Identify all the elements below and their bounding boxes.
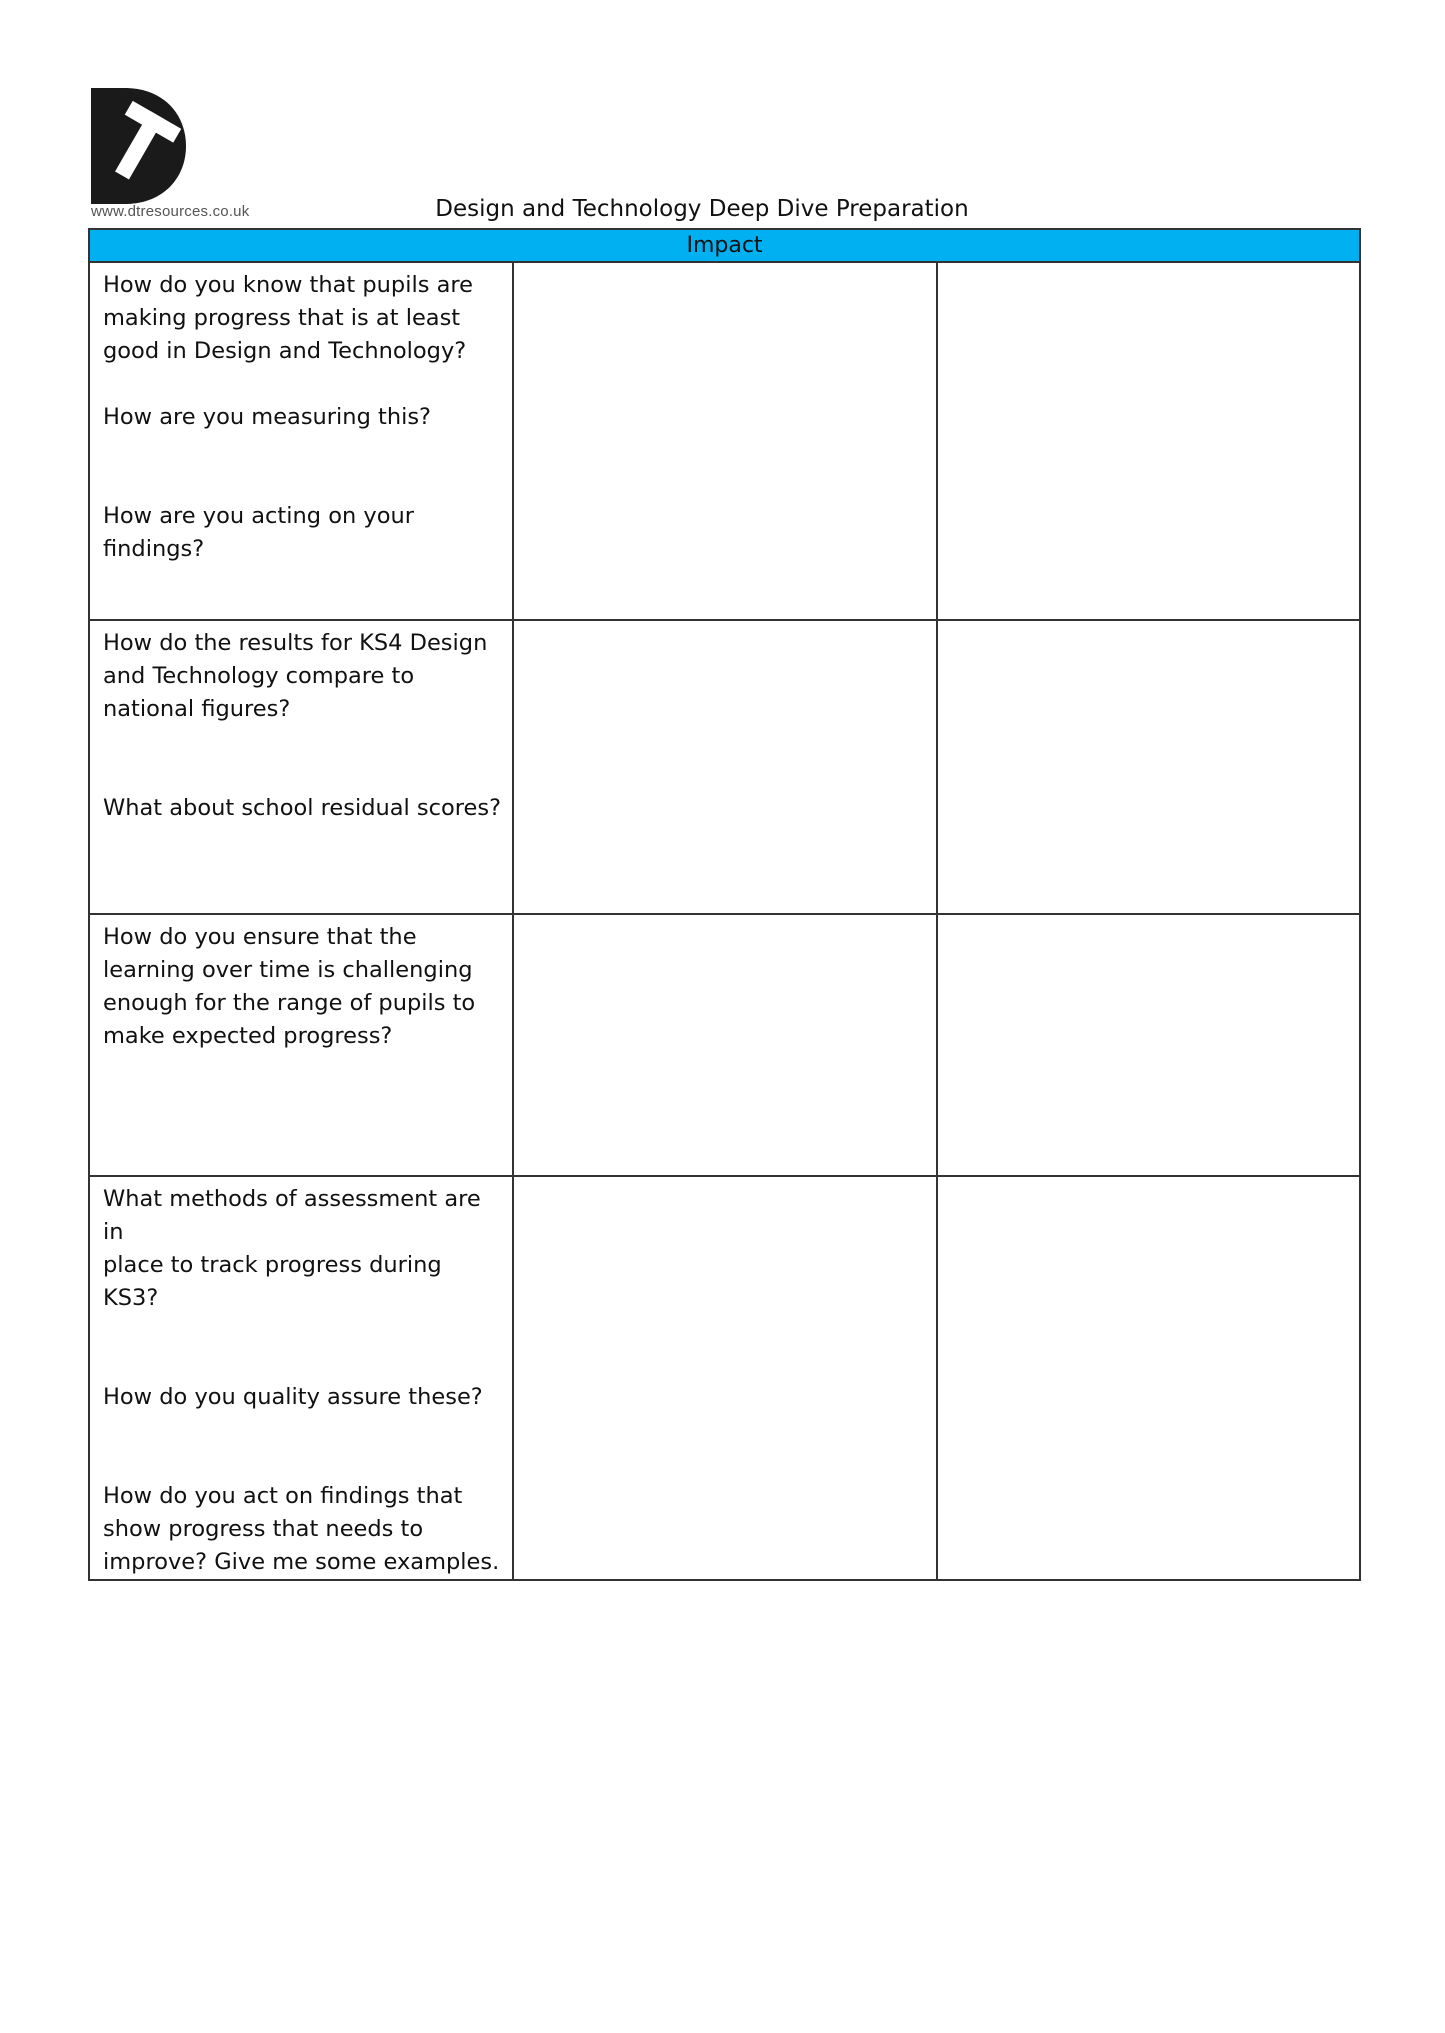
impact-table <box>88 228 1361 1581</box>
question-line: good in Design and Technology? <box>103 338 467 364</box>
question-text <box>103 627 502 726</box>
question-line: national figures? <box>103 696 291 722</box>
question-line <box>103 1315 502 1348</box>
question-text <box>103 269 502 368</box>
answer-cell[interactable] <box>937 914 1360 1176</box>
question-line: learning over time is challenging <box>103 957 473 983</box>
answer-cell[interactable] <box>937 1176 1360 1580</box>
question-cell <box>89 262 513 620</box>
question-line: How do the results for KS4 Design <box>103 630 488 656</box>
question-line: and Technology compare to <box>103 663 415 689</box>
answer-cell[interactable] <box>513 1176 937 1580</box>
question-text <box>103 500 502 566</box>
question-text <box>103 368 502 401</box>
question-text <box>103 726 502 792</box>
question-line <box>103 1414 502 1447</box>
question-line: How do you ensure that the <box>103 924 417 950</box>
question-line <box>103 759 502 792</box>
question-line <box>103 467 502 500</box>
table-row <box>89 262 1360 620</box>
question-line: How do you know that pupils are <box>103 272 473 298</box>
question-line <box>103 368 502 401</box>
question-text <box>103 792 502 825</box>
answer-cell[interactable] <box>513 620 937 914</box>
table-row <box>89 914 1360 1176</box>
question-line: making progress that is at least <box>103 305 461 331</box>
question-line: improve? Give me some examples. <box>103 1549 500 1575</box>
question-line: What methods of assessment are in <box>103 1186 481 1245</box>
table-row <box>89 1176 1360 1580</box>
question-line: make expected progress? <box>103 1023 393 1049</box>
site-url: www.dtresources.co.uk <box>91 203 250 220</box>
question-line: How do you quality assure these? <box>103 1384 483 1410</box>
question-text <box>103 1480 502 1579</box>
answer-cell[interactable] <box>937 620 1360 914</box>
question-text <box>103 921 502 1053</box>
question-line: show progress that needs to <box>103 1516 424 1542</box>
question-line: How do you act on findings that <box>103 1483 463 1509</box>
document-title: Design and Technology Deep Dive Preparation <box>435 196 969 222</box>
question-text <box>103 1315 502 1381</box>
question-text <box>103 1414 502 1480</box>
dt-logo-icon <box>91 88 187 204</box>
section-header-impact: Impact <box>89 229 1360 262</box>
question-cell <box>89 620 513 914</box>
question-text <box>103 401 502 434</box>
question-cell <box>89 1176 513 1580</box>
question-text <box>103 1183 502 1315</box>
question-line <box>103 434 502 467</box>
question-line: place to track progress during KS3? <box>103 1252 442 1311</box>
question-line: How are you acting on your <box>103 503 414 529</box>
question-text <box>103 434 502 500</box>
question-line: What about school residual scores? <box>103 795 502 821</box>
question-cell <box>89 914 513 1176</box>
answer-cell[interactable] <box>513 914 937 1176</box>
question-text <box>103 1381 502 1414</box>
question-line: How are you measuring this? <box>103 404 431 430</box>
answer-cell[interactable] <box>937 262 1360 620</box>
question-line <box>103 726 502 759</box>
question-line <box>103 1447 502 1480</box>
question-line: findings? <box>103 536 205 562</box>
table-row <box>89 620 1360 914</box>
question-line <box>103 1348 502 1381</box>
answer-cell[interactable] <box>513 262 937 620</box>
question-line: enough for the range of pupils to <box>103 990 476 1016</box>
